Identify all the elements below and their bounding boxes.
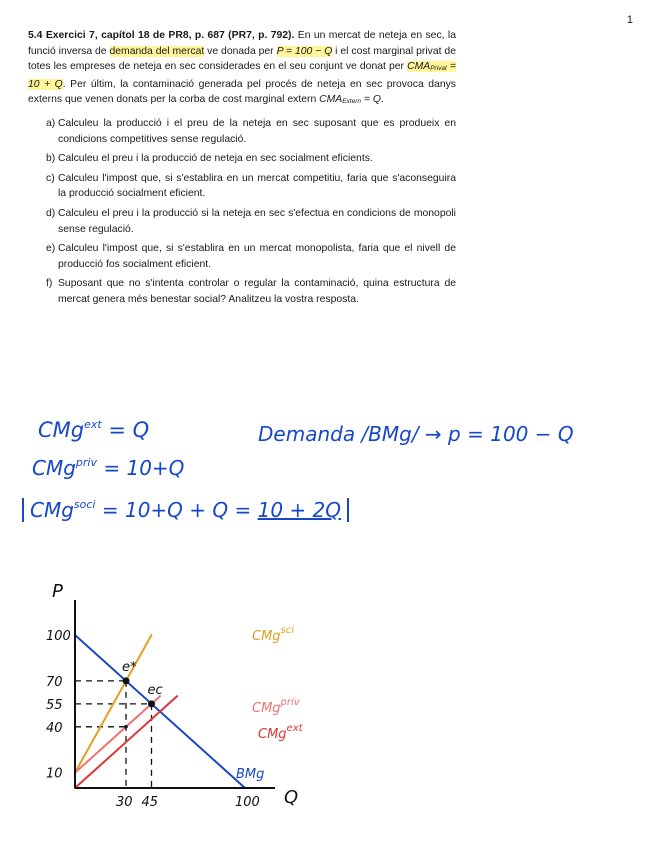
x-tick-45: 45 (141, 795, 159, 810)
question-item: e) Calculeu l'impost que, si s'establira en un mercat monopolista, faria que el nivell de producció fos socialment eficient. (46, 243, 456, 270)
y-tick-40: 40 (46, 720, 63, 736)
question-item: a) Calculeu la producció i el preu de la neteja en sec suposant que es produeix en condicions competitives sense regulació. (46, 117, 456, 145)
highlight-private-cost: CMAPrivat = 10 + Q (28, 61, 456, 90)
intro-text: ve donada per (204, 45, 277, 57)
question-item: b) Calculeu el preu i la producció de neteja en sec socialment eficients. (46, 153, 373, 165)
exercise-intro: 5.4 Exercici 7, capítol 18 de PR8, p. 687 (PR7, p. 792). En un mercat de neteja en sec, la funció inversa de demanda del mercat ve donada per P = 100 − Q i el cost marginal privat de totes les empreses de neteja en sec considerades en el seu conjunt ve donat per CMAPrivat = 10 + Q. Per últim, la contaminació generada pel procés de neteja en sec provoca danys externs que venen donats per la corba de cost marginal extern CMAExtern = Q. (28, 30, 456, 106)
exercise-heading: 5.4 Exercici 7, capítol 18 de PR8, p. 687 (PR7, p. 792). (28, 30, 295, 41)
series-label-1: CMg$^{sci}$ (252, 625, 295, 644)
question-item: c) Calculeu l'impost que, si s'establira en un mercat competitiu, faria que s'aconseguira la producció socialment eficient. (46, 172, 456, 200)
highlight-demand: demanda del mercat (109, 45, 205, 57)
series-line-2 (75, 696, 160, 773)
y-tick-10: 10 (46, 766, 63, 782)
y-axis-label: P (52, 581, 63, 602)
point-0 (123, 677, 130, 684)
intro-text: En un mercat de neteja en sec, la funció inversa de (28, 30, 456, 57)
page-number: 1 (626, 14, 633, 26)
question-item: d) Calculeu el preu i la producció si la neteja en sec s'efectua en condicions de monopoli sense regulació. (46, 207, 456, 235)
intro-text: i el cost marginal privat de totes les empreses de neteja en sec considerades en el seu conjunt ve donat per (28, 45, 456, 73)
y-tick-55: 55 (46, 697, 63, 713)
x-axis-label: Q (284, 787, 299, 808)
external-cost: CMAExtern = Q (319, 94, 381, 106)
note-demand: Demanda /BMg/ → p = 100 − Q (258, 422, 574, 446)
highlight-demand-function: P = 100 − Q (276, 45, 333, 57)
x-tick-100: 100 (235, 795, 260, 810)
note-cmg-soci: CMg$^{soci}$ = 10+Q + Q = 10 + 2Q (22, 498, 349, 522)
point-label-1: ec (147, 682, 163, 698)
x-tick-30: 30 (116, 795, 133, 810)
note-cmg-priv: CMg$^{priv}$ = 10+Q (32, 456, 185, 480)
point-label-0: e* (122, 659, 137, 675)
y-tick-70: 70 (46, 674, 63, 690)
y-tick-100: 100 (46, 629, 71, 644)
note-cmg-ext: CMg$^{ext}$ = Q (38, 418, 150, 442)
cost-point-0 (124, 725, 128, 729)
series-label-0: BMg (236, 767, 265, 782)
intro-text: . Per últim, la contaminació generada pel procés de neteja en sec provoca danys externs que venen donats per la corba de cost marginal extern (28, 78, 456, 106)
question-item: f) Suposant que no s'intenta controlar o regular la contaminació, quina estructura de mercat genera més benestar social? Analitzeu la vostra resposta. (46, 278, 456, 305)
cost-point-1 (150, 702, 154, 706)
series-label-2: CMg$^{priv}$ (252, 697, 300, 716)
series-label-3: CMg$^{ext}$ (258, 723, 303, 742)
